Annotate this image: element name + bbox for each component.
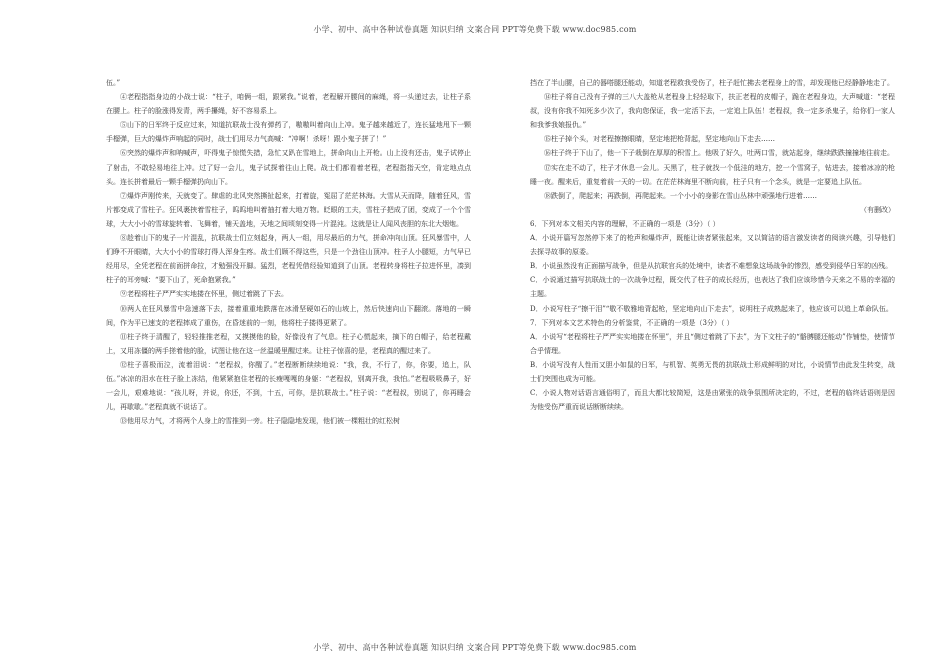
right-column	[530, 76, 895, 414]
story-paragraph: ⑧趁着山下的鬼子一片混乱，抗联战士们立刻起身，两人一组，用尽最后的力气，拼命冲向山顶。狂风暴雪中，人们睁不开眼睛，大大小小的雪球打得人浑身生疼。战士们顾不得这些，只是一个劲往山顶冲。柱子人小腿短，力气早已经用尽，全凭老程在前面拼命拉，才勉强没开脚。猛烈，老程凭借经验知道到了山顶。老程转身将柱子拉进怀里，凑到柱子的耳旁喊：“要下山了，死命抱紧我。”	[106, 234, 471, 285]
story-paragraph: ⑪柱子终于清醒了，轻轻推推老程，又摸摸他的脸，好像没有了气息。柱子心慌起来，摘下的白帽子，给老程戴上，又用冻僵的两手搓着他的脸，试图让他在这一丝温暖里醒过来。让柱子惊喜的是，老程真的醒过来了。	[106, 332, 471, 355]
story-paragraph: ⑰实在走不动了，柱子才休息一会儿。天黑了，柱子就找一个低洼的地方，挖一个雪窝子，钻进去，接着冰凉的枪睡一夜。醒来后，重复着前一天的一切。在茫茫林海里不断向前，柱子只有一个念头，就是一定要追上队伍。	[530, 163, 895, 186]
source-note: （有删改）	[860, 205, 895, 214]
question-6-option-c: C．小说通过描写抗联战士的一次战争过程，既交代了柱子的成长经历，也表达了我们应该珍惜今天来之不易的幸福的主题。	[530, 276, 895, 299]
story-paragraph: ⑩两人在狂风暴雪中急速落下去，接着重重地跌落在冰滑坚硬如石的山坡上，然后快速向山下翻滚。落地的一瞬间，作为平已速支的老程摔成了重伤，在昏迷前的一刻，他将柱子搂得更紧了。	[106, 304, 471, 327]
page-header: 小学、初中、高中各种试卷真题 知识归纳 文案合同 PPT等免费下载 www.doc985.com	[313, 25, 637, 34]
story-paragraph: ⑤山下的日军终于反应过来，知道抗联战士没有弹药了，嗷嗷叫着向山上冲。鬼子越来越近了，连长猛地甩下一颗手榴弹，巨大的爆炸声响起的同时，战士们用尽力气高喊：“冲啊！杀呀！跟小鬼子拼了！”	[106, 121, 471, 144]
story-paragraph: ⑮柱子掉个头，对老程擦擦眼睛，坚定地把枪背起，坚定地向山下走去……	[544, 135, 775, 144]
story-paragraph: ⑫柱子喜极而泣，流着泪说：“老程叔，你醒了。”老程断断续续地说：“我，我，不行了，你，你要，追上，队伍。”冰凉的泪水在柱子脸上冻结，他紧紧抱住老程的长瘦嘎嘎的身躯：“老程叔，别离开我，我怕。”老程吸吸鼻子，好一会儿，艰难地说：“孩儿呀，并说，你还，不到，十五，可你，是抗联战士。”柱子说：“老程叔，别说了，你再睡会儿，再歇歇。”老程真就不说话了。	[106, 360, 471, 412]
question-6-option-d: D．小说写柱子“擦干泪”“敬不敬雅地背起枪，坚定地向山下走去”，说明柱子成熟起来了，他应该可以追上革命队伍。	[530, 304, 893, 313]
question-6-option-a: A．小说开篇写忽然停下来了的枪声和爆炸声，既能让读者紧张起来，又以简洁的语言激发读者的阅读兴趣，引导他们去探寻故事的原委。	[530, 234, 895, 257]
story-paragraph: 挡在了半山腰，自己的器嗒腿还能动，知道老程救我受伤了，柱子赶忙拂去老程身上的雪，却发现他已经静静地走了。	[530, 79, 894, 87]
question-7-option-b: B．小说写没有人性而又胆小如鼠的日军，与机智、英勇无畏的抗联战士形成鲜明的对比，小说情节由此发生转变，战士们突围也成为可能。	[530, 360, 895, 383]
left-column	[106, 76, 471, 428]
story-paragraph: ⑦爆炸声刚传来，天就变了。肆虐的北风突然撕扯起来，打着旋，冤屈了茫茫林海。大雪从天而降，随着狂风，雪片都变成了雪柱子。狂风裹挟着雪柱子，呜呜地叫着抽打着大地万物。眨眼的工夫，雪柱子把成了团，变成了一个个雪球，大大小小的雪球旋转着、飞舞着，铺天盖地，天地之间顷刻变得一片混沌。这就是让人闻风丧胆的东北大烟炮。	[106, 191, 471, 228]
question-6-stem: 6．下列对本文相关内容的理解，不正确的一项是（3分）（ ）	[530, 219, 720, 228]
question-6-option-b: B．小说虽然没有正面描写战争，但是从抗联官兵的处境中，读者不难想象这场战争的惨烈，感受到侵华日军的凶残。	[530, 262, 893, 271]
question-7-option-a: A．小说写“老程将柱子严严实实地搂在怀里”，并且“侧过着跳了下去”，为下文柱子的“骼膊腿还能动”作铺垫，使情节合乎情理。	[530, 332, 895, 355]
story-paragraph: ⑱跌倒了，爬起来；再跌倒，再爬起来。一个小小的身影在雪山丛林中顽强地行进着……	[544, 191, 817, 200]
story-paragraph: ⑭柱子将自己没有子弹的三八大盖枪从老程身上轻轻取下，扶正老程的皮帽子，跪在老程身边，大声喊道：“老程叔，没有你我不知死多少次了，我向您保证，我一定活下去，一定追上队伍！老程叔，我一定多杀鬼子，给你们一家人和我爹我娘报仇。”	[530, 93, 895, 130]
story-paragraph: ④老程指指身边的小战士说：“柱子，咱俩一组，跟紧我。”说着，老程解开腰间的麻绳，将一头递过去，让柱子系在腰上。柱子的脸涨得发青，两手攥绳，好不容易系上。	[106, 93, 471, 116]
story-paragraph: ⑨老程将柱子严严实实地搂在怀里，侧过着跳了下去。	[120, 290, 288, 299]
page-footer: 小学、初中、高中各种试卷真题 知识归纳 文案合同 PPT等免费下载 www.doc985.com	[313, 643, 637, 652]
story-paragraph: ⑯柱子终于下山了，他一下子栽倒在厚厚的积雪上。他吸了好久，吐两口雪，就站起身，继续跌跌撞撞地往前走。	[544, 149, 894, 158]
question-7-stem: 7．下列对本文艺术特色的分析鉴赏，不正确的一项是（3分）（ ）	[530, 318, 734, 327]
story-paragraph: ⑥突然的爆炸声和呐喊声，吓得鬼子惊慌失措，急忙又趴在雪地上，拼命向山上开枪。山上没有还击，鬼子试停止了射击，不敢轻易地往上冲。过了好一会儿，鬼子试探着往山上爬。战士们都看着老程，老程指指天空，肯定地点点头。连长拼着最后一颗手榴弹扔向山下。	[106, 149, 471, 186]
question-7-option-c: C．小说人物对话语言通俗明了，而且大都比较简短，这是由紧张的战争氛围所决定的，不过，老程的临终话语则是因为他受伤严重而说话断断续续。	[530, 389, 895, 412]
story-paragraph: ⑬他用尽力气，才将两个人身上的雪推到一旁。柱子隐隐地发现，他们被一棵粗壮的红松树	[120, 417, 400, 426]
story-paragraph: 伍。”	[106, 79, 121, 87]
